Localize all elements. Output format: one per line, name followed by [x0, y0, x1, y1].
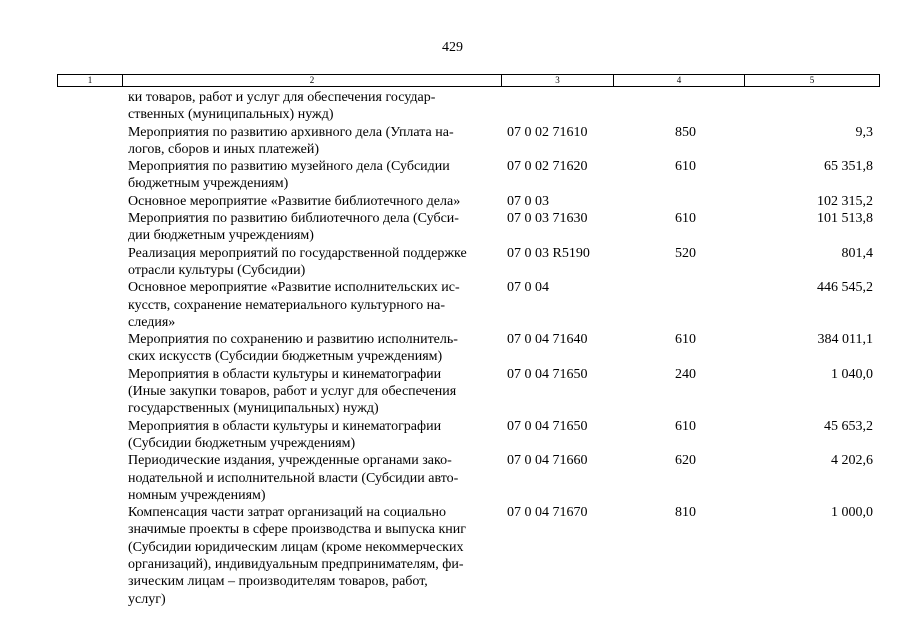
cell-amount: 102 315,2: [817, 193, 873, 209]
cell-name-line: Мероприятия по развитию библиотечного дела (Субси-: [128, 211, 459, 227]
cell-type: 610: [675, 418, 696, 434]
cell-code: 07 0 04 71650: [507, 366, 588, 382]
table-row: [57, 89, 880, 124]
column-header-1: 1: [58, 75, 123, 86]
cell-code: 07 0 02 71620: [507, 159, 588, 175]
cell-name: [122, 158, 501, 193]
cell-code: 07 0 04 71650: [507, 418, 588, 434]
cell-name: [122, 245, 501, 280]
cell-amount: 1 000,0: [831, 505, 873, 521]
table-row: [57, 210, 880, 245]
column-header-3: 3: [502, 75, 614, 86]
column-header-2: 2: [123, 75, 502, 86]
cell-name-line: (Иные закупки товаров, работ и услуг для обеспечения: [128, 384, 457, 400]
cell-code: 07 0 04 71640: [507, 332, 588, 348]
cell-name-line: Мероприятия по сохранению и развитию исполнитель-: [128, 332, 458, 348]
cell-name-line: Периодические издания, учрежденные органами зако-: [128, 453, 452, 469]
cell-name-line: (Субсидии юридическим лицам (кроме некоммерческих: [128, 539, 464, 555]
cell-amount: 45 653,2: [824, 418, 873, 434]
cell-name-line: дии бюджетным учреждениям): [128, 228, 314, 244]
table-row: [57, 331, 880, 366]
cell-code: 07 0 03 71630: [507, 211, 588, 227]
cell-name: [122, 210, 501, 245]
cell-name-line: Мероприятия по развитию музейного дела (Субсидии: [128, 159, 450, 175]
cell-name-line: Мероприятия в области культуры и кинематографии: [128, 366, 442, 382]
cell-name-line: логов, сборов и иных платежей): [128, 141, 320, 157]
cell-code: 07 0 03: [507, 193, 549, 209]
cell-name: [122, 89, 501, 124]
column-header-5: 5: [809, 75, 815, 85]
cell-name-line: Основное мероприятие «Развитие библиотечного дела»: [128, 193, 461, 209]
column-header-4: 4: [614, 75, 745, 86]
cell-amount: 1 040,0: [831, 366, 873, 382]
cell-type: 810: [675, 505, 696, 521]
cell-amount: 446 545,2: [817, 280, 873, 296]
cell-name: [122, 193, 501, 210]
cell-name-line: Реализация мероприятий по государственной поддержке: [128, 245, 467, 261]
cell-name-line: организаций), индивидуальным предпринимателям, фи-: [128, 557, 464, 573]
table-row: [57, 504, 880, 608]
cell-amount: 4 202,6: [831, 453, 873, 469]
cell-name-line: Мероприятия в области культуры и кинематографии: [128, 418, 442, 434]
cell-type: 520: [675, 245, 696, 261]
cell-name-line: значимые проекты в сфере производства и выпуска книг: [128, 522, 466, 538]
cell-amount: 9,3: [855, 124, 873, 140]
cell-amount: 65 351,8: [824, 159, 873, 175]
table-row: [57, 279, 880, 331]
cell-amount: 101 513,8: [817, 211, 873, 227]
cell-name: [122, 366, 501, 418]
cell-name-line: следия»: [128, 314, 176, 330]
cell-type: 610: [675, 332, 696, 348]
cell-code: 07 0 02 71610: [507, 124, 588, 140]
cell-name-line: ки товаров, работ и услуг для обеспечения государ-: [128, 90, 436, 105]
table-row: [57, 452, 880, 504]
table-row: [57, 366, 880, 418]
cell-name-line: нодательной и исполнительной власти (Субсидии авто-: [128, 470, 459, 486]
cell-code: 07 0 04 71660: [507, 453, 588, 469]
cell-code: 07 0 04 71670: [507, 505, 588, 521]
cell-name-line: Компенсация части затрат организаций на социально: [128, 505, 446, 521]
table-row: [57, 245, 880, 280]
cell-name-line: номным учреждениям): [128, 487, 266, 503]
cell-name: [122, 331, 501, 366]
cell-name-line: ских искусств (Субсидии бюджетным учреждениям): [128, 349, 443, 365]
table-body: [57, 89, 880, 608]
cell-name-line: зическим лицам – производителям товаров, работ,: [128, 574, 428, 590]
table-row: [57, 158, 880, 193]
cell-name: [122, 124, 501, 159]
cell-amount: 384 011,1: [817, 332, 873, 348]
table-row: [57, 418, 880, 453]
cell-name-line: отрасли культуры (Субсидии): [128, 262, 306, 278]
table-header: [57, 74, 880, 87]
cell-name: [122, 452, 501, 504]
cell-name-line: Мероприятия по развитию архивного дела (Уплата на-: [128, 124, 454, 140]
cell-type: 610: [675, 159, 696, 175]
cell-code: 07 0 03 R5190: [507, 245, 590, 261]
cell-name-line: кусств, сохранение нематериального культурного на-: [128, 297, 445, 313]
cell-name-line: ственных (муниципальных) нужд): [128, 107, 334, 123]
cell-name-line: бюджетным учреждениям): [128, 176, 289, 192]
cell-type: 610: [675, 211, 696, 227]
page-number: 429: [442, 40, 463, 55]
cell-name: [122, 279, 501, 331]
cell-type: 240: [675, 366, 696, 382]
cell-name-line: Основное мероприятие «Развитие исполнительских ис-: [128, 280, 460, 296]
table-row: [57, 124, 880, 159]
cell-code: 07 0 04: [507, 280, 549, 296]
cell-name: [122, 418, 501, 453]
cell-amount: 801,4: [841, 245, 873, 261]
table-row: [57, 193, 880, 210]
cell-name-line: государственных (муниципальных) нужд): [128, 401, 379, 417]
cell-name: [122, 504, 501, 608]
cell-type: 620: [675, 453, 696, 469]
cell-type: 850: [675, 124, 696, 140]
cell-name-line: (Субсидии бюджетным учреждениям): [128, 435, 356, 451]
cell-name-line: услуг): [128, 591, 166, 607]
